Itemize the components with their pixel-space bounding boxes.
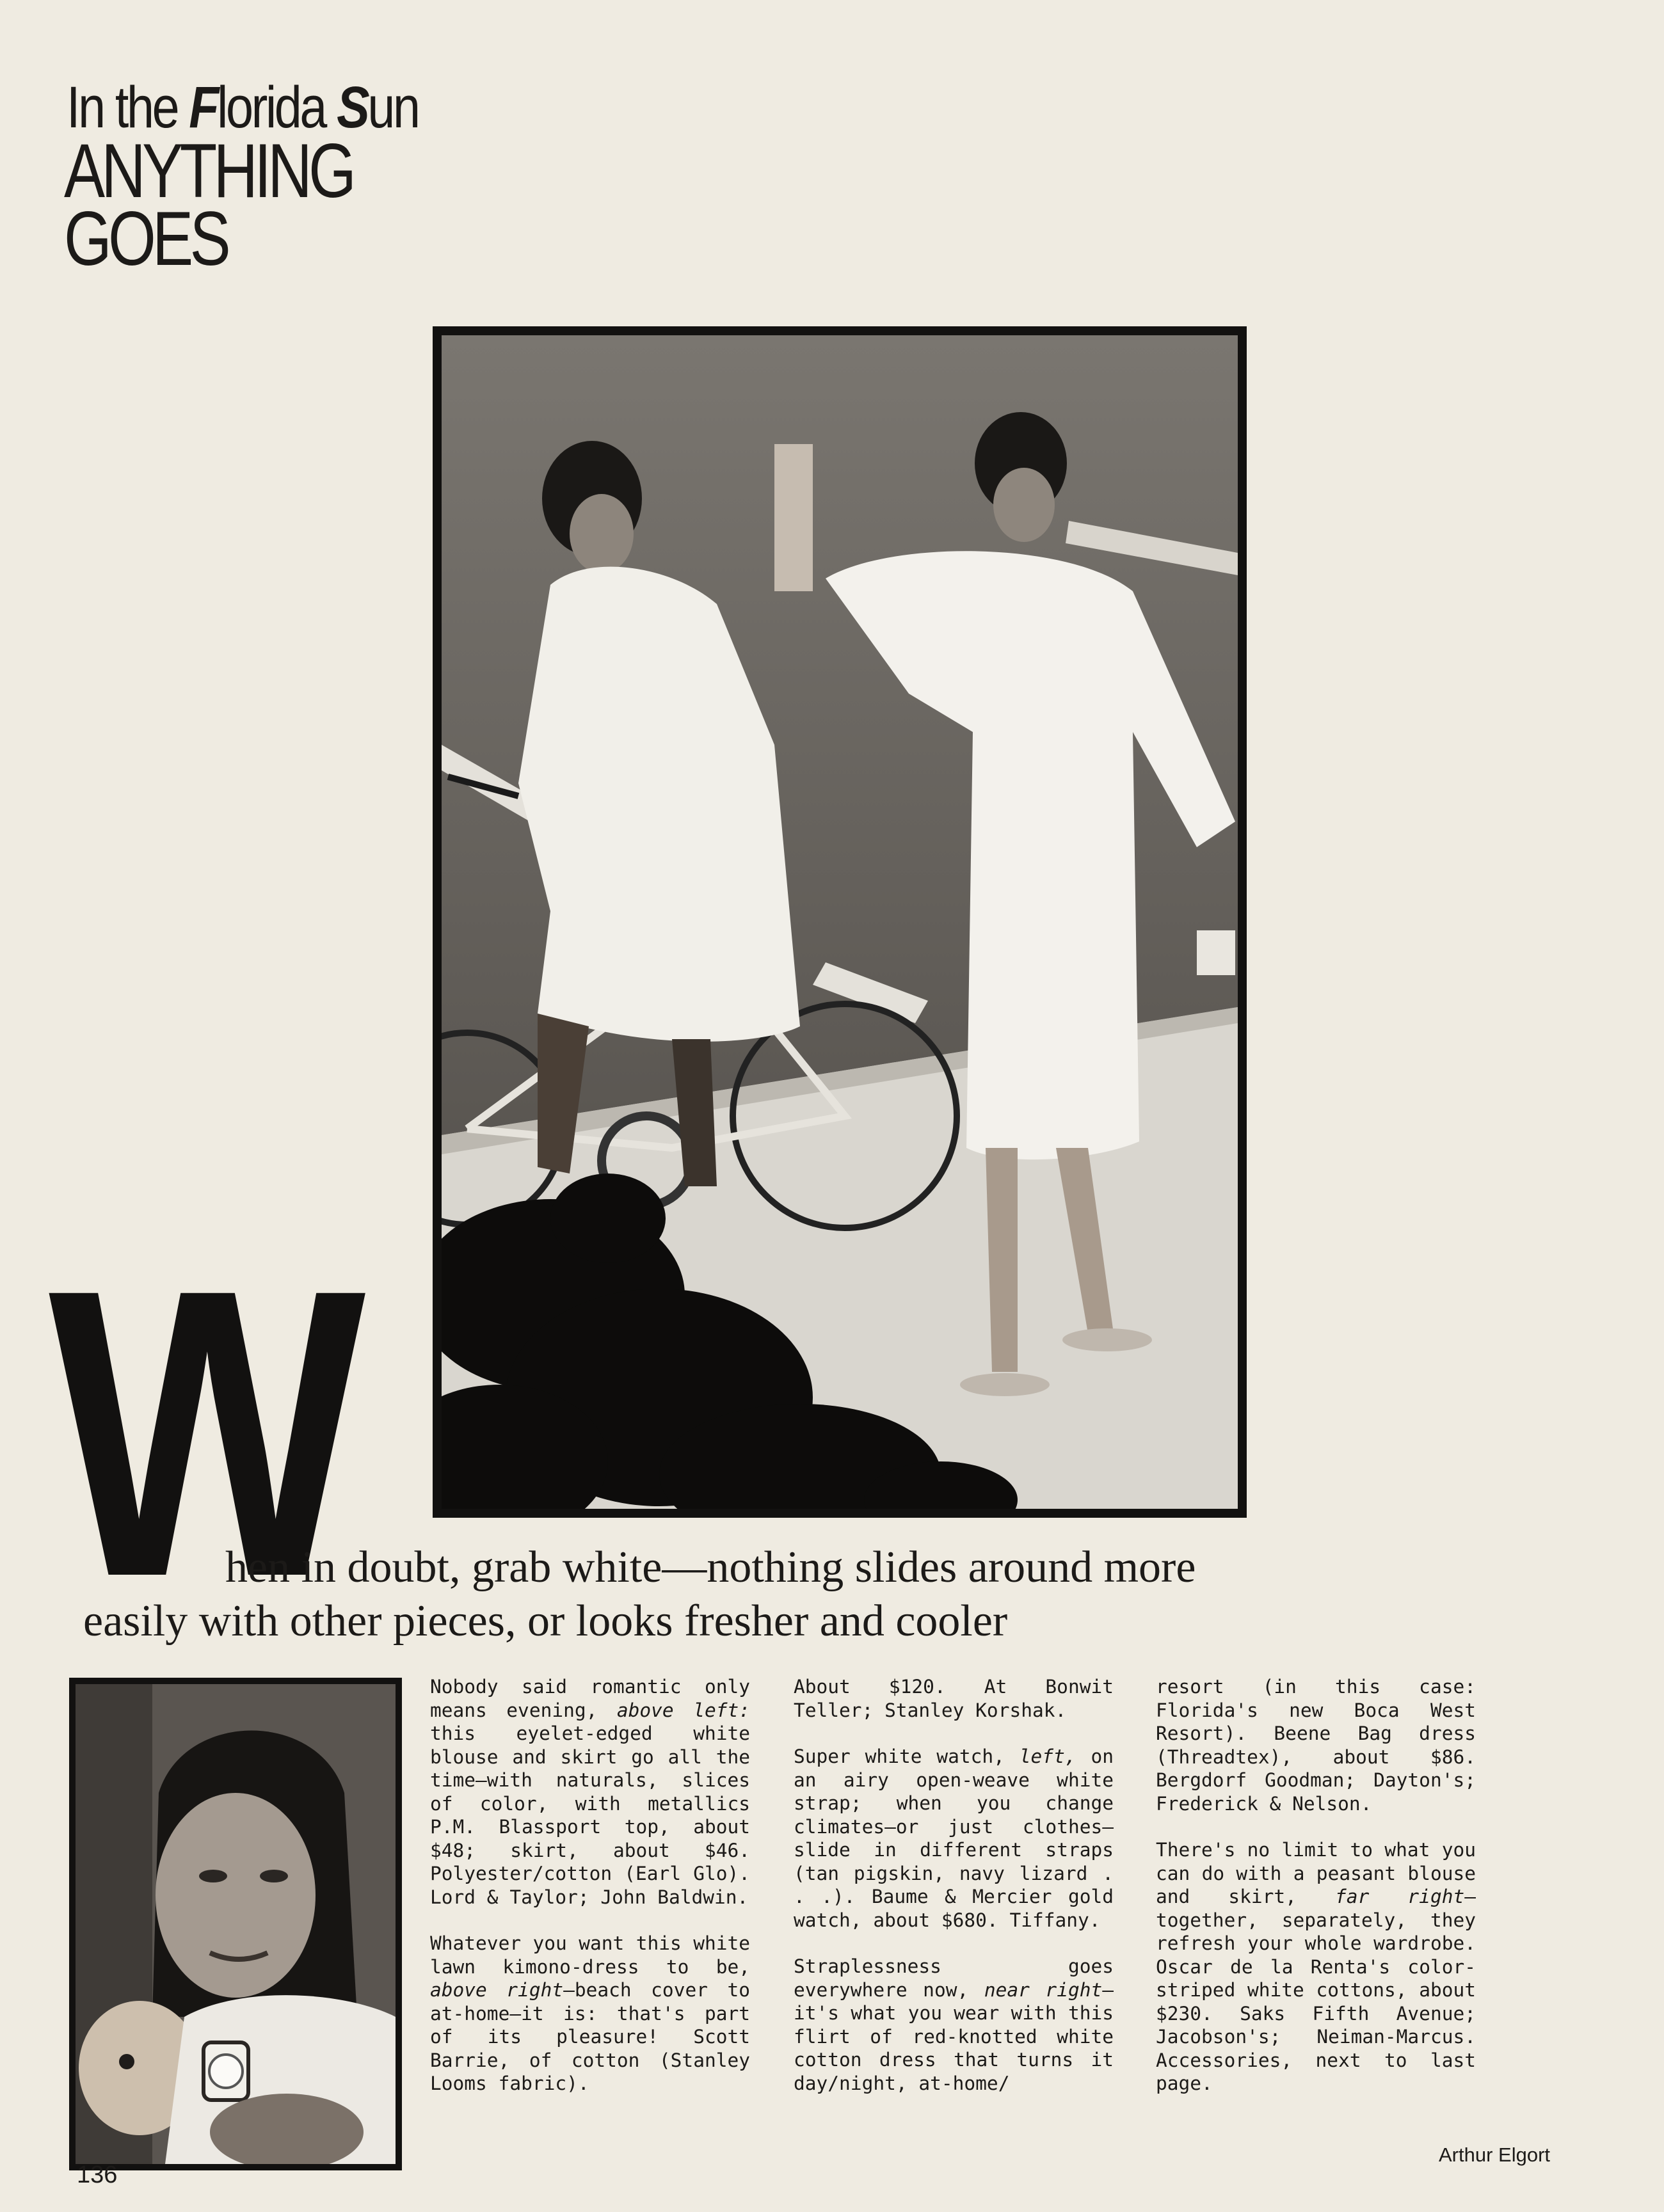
paragraph: Nobody said romantic only means evening, above left: this eyelet-edged white blouse and skirt go all the time—with naturals, slices of color, with metallics P.M. Blassport top, about $48; skirt, about $46. Polyester/cotton (Earl Glo). Lord & Taylor; John Baldwin. — [430, 1676, 750, 1908]
body-column-2 — [794, 1675, 1114, 2118]
watch-photograph — [69, 1678, 402, 2170]
paragraph: Whatever you want this white lawn kimono-dress to be, above right—beach cover to at-home—it is: that's part of its pleasure! Scott Barrie, of cotton (Stanley Looms fabric). — [430, 1932, 750, 2094]
drop-cap: W — [49, 1204, 355, 1662]
photo-woman-with-watch — [76, 1684, 396, 2164]
deck-line-1: hen in doubt, grab white—nothing slides around more — [225, 1543, 1196, 1592]
title-line-2: GOES — [64, 196, 228, 282]
paragraph: Super white watch, left, on an airy open-weave white strap; when you change climates—or just clothes—slide in different straps (tan pigskin, navy lizard . . .). Baume & Mercier gold watch, about $680. Tiffany. — [794, 1746, 1114, 1931]
paragraph: Straplessness goes everywhere now, near right—it's what you wear with this flirt of red-knotted white cotton dress that turns it day/night, at-home/ — [794, 1955, 1114, 2094]
body-column-3 — [1156, 1675, 1476, 2119]
main-photograph — [433, 326, 1247, 1518]
paragraph: resort (in this case: Florida's new Boca West Resort). Beene Bag dress (Threadtex), about $86. Bergdorf Goodman; Dayton's; Frederick & Nelson. — [1156, 1676, 1476, 1815]
photo-women-with-bicycle — [442, 335, 1238, 1509]
paragraph: About $120. At Bonwit Teller; Stanley Korshak. — [794, 1676, 1114, 1721]
page-title — [64, 128, 353, 282]
paragraph: There's no limit to what you can do with a peasant blouse and skirt, far right—together, separately, they refresh your whole wardrobe. Oscar de la Renta's color-striped white cottons, about $230. Saks Fifth Avenue; Jacobson's; Neiman-Marcus. Accessories, next to last page. — [1156, 1839, 1476, 2094]
body-column-1 — [430, 1675, 750, 2119]
page-number: 136 — [77, 2161, 118, 2188]
photo-credit: Arthur Elgort — [1439, 2144, 1551, 2166]
section-kicker: In the Florida Sun — [67, 75, 419, 140]
deck-line-2: easily with other pieces, or looks fresher and cooler — [83, 1596, 1008, 1646]
title-line-1: ANYTHING — [64, 128, 353, 214]
